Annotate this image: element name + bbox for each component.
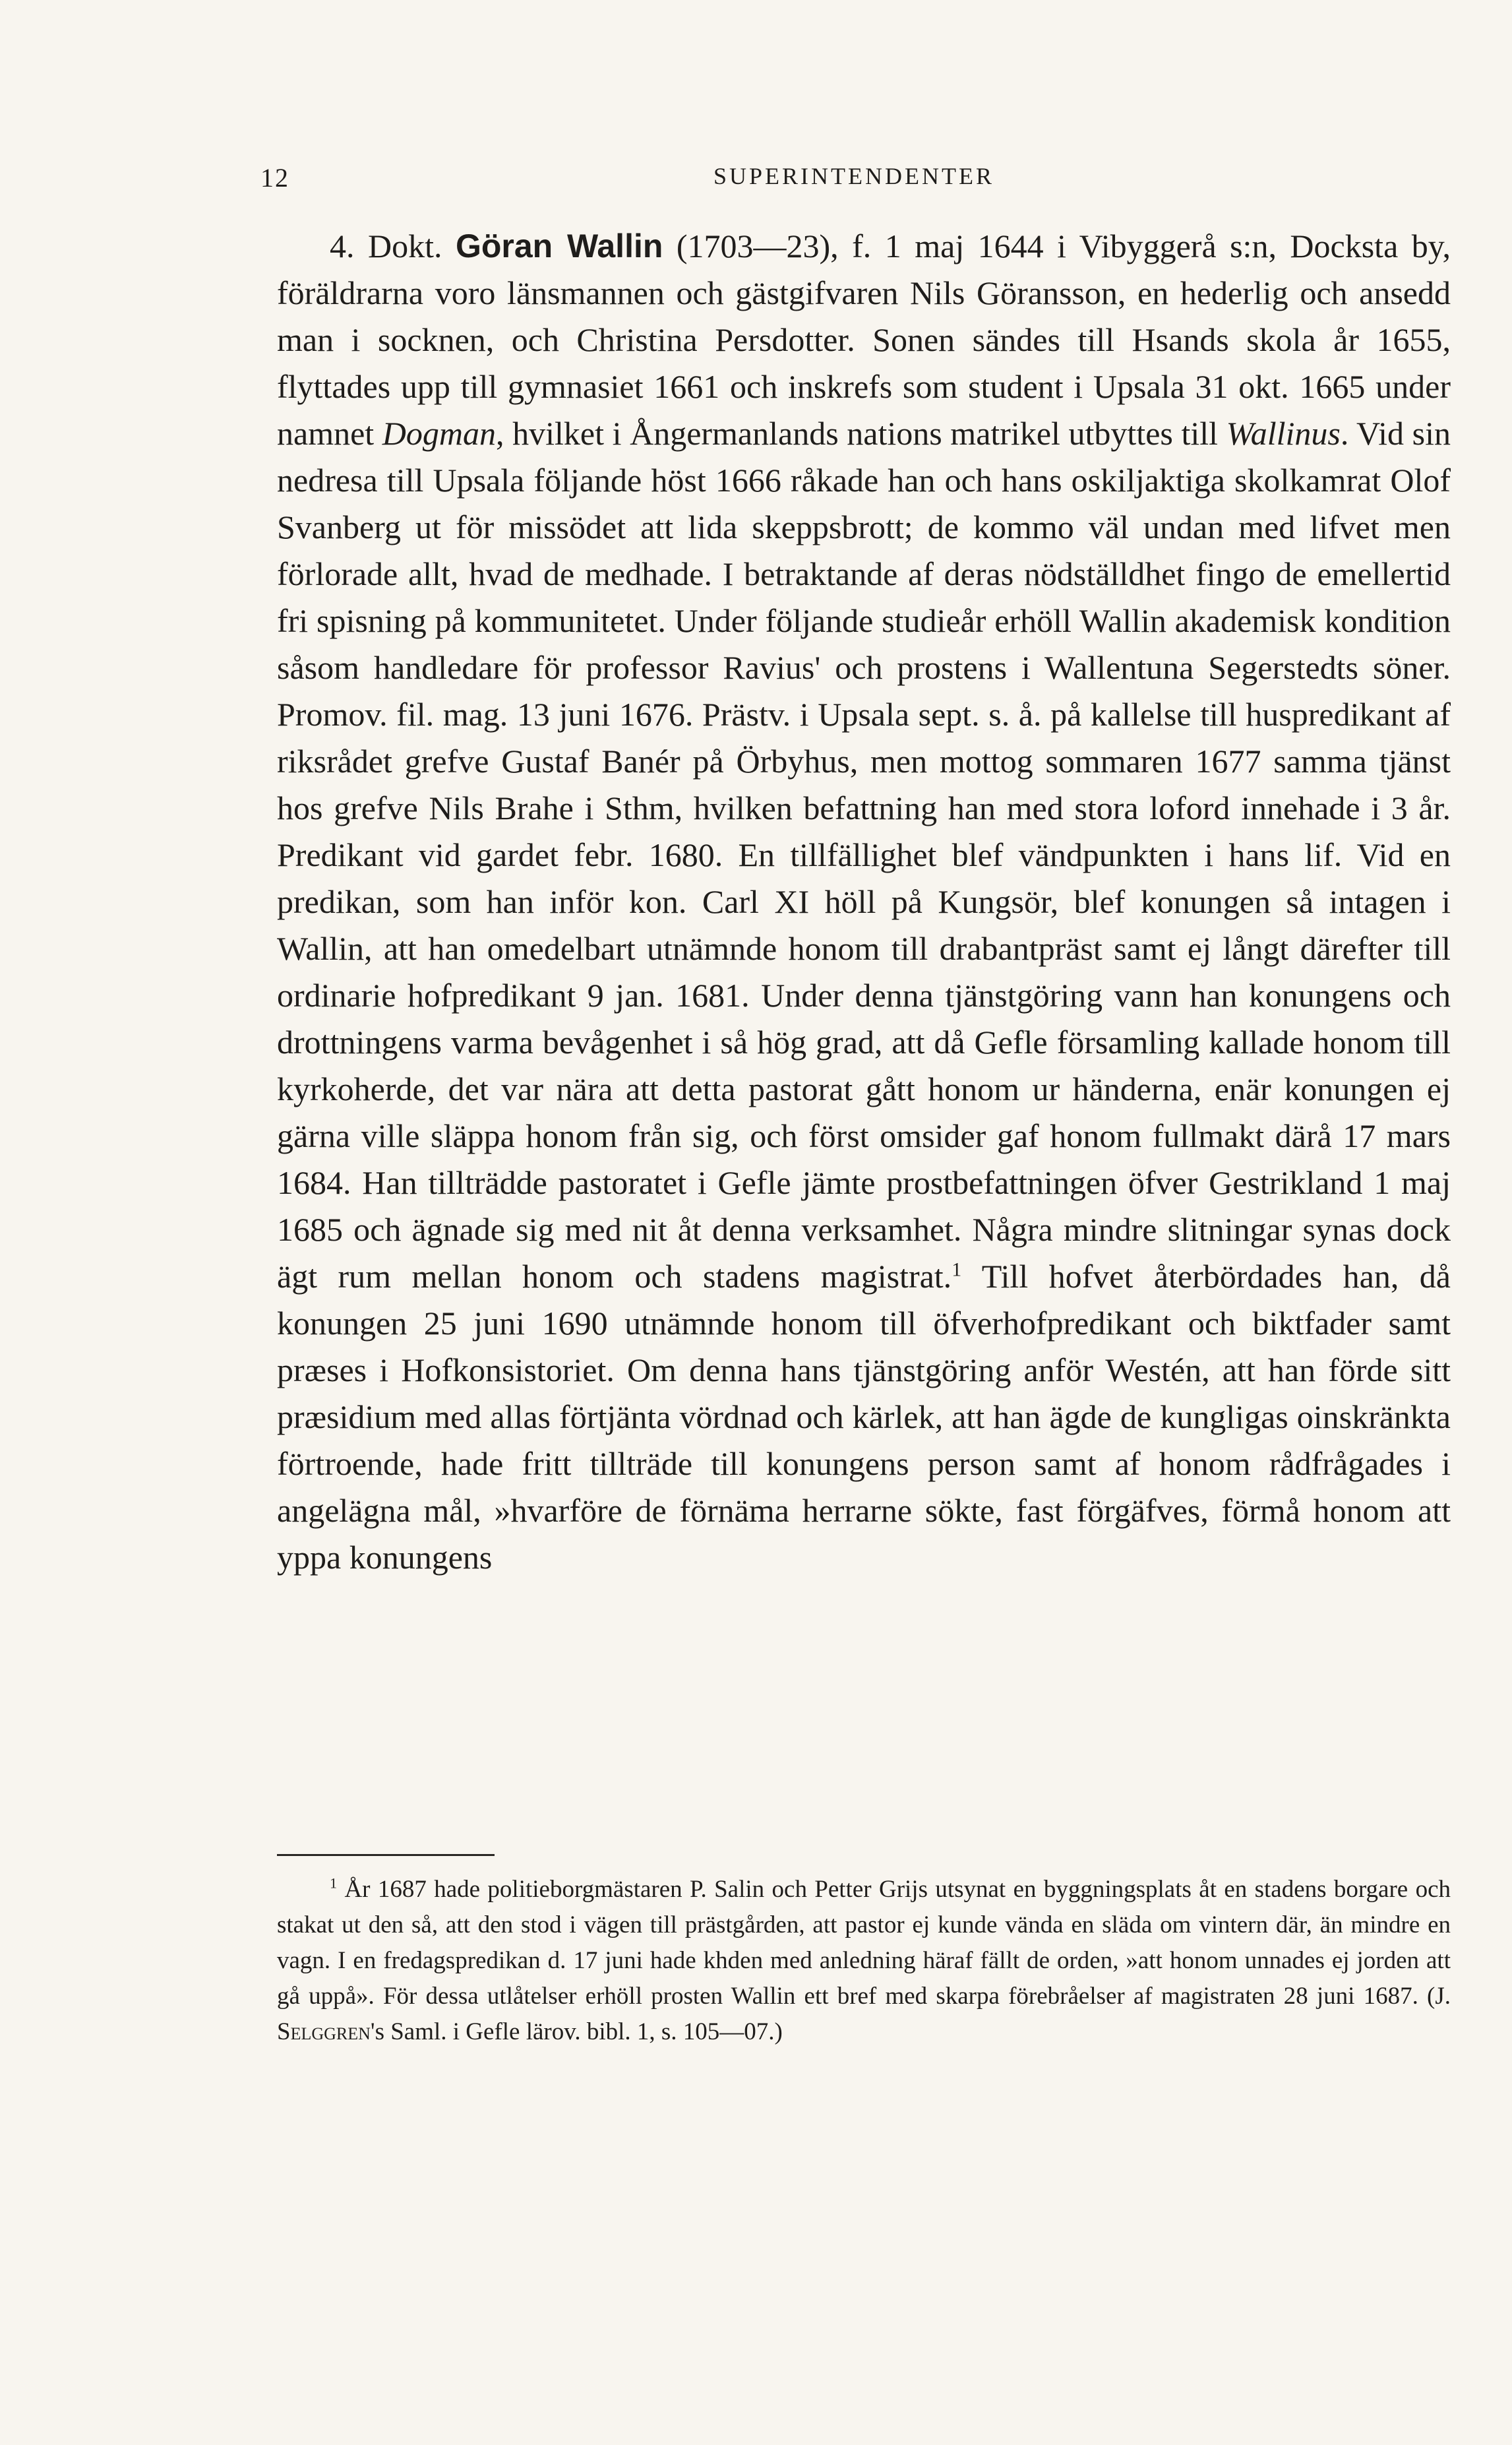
biography-paragraph [277,223,1451,1581]
entry-text-4: Till hofvet återbördades han, då konungen 25 juni 1690 utnämnde honom till öfverhofpredikant och biktfader samt præses i Hofkonsistoriet. Om denna hans tjänstgöring anför Westén, att han förde sitt præsidium med allas förtjänta vördnad och kärlek, att han ägde de kungligas oinskränkta förtroende, hade fritt tillträde till konungens person samt af honom rådfrågades i angelägna mål, »hvarföre de förnäma herrarne sökte, fast förgäfves, förmå honom att yppa konungens [277,1258,1451,1576]
footnote-divider [277,1854,495,1856]
footnote-author: Selggren [277,2018,371,2045]
page-header [260,162,1447,202]
entry-text-2: , hvilket i Ångermanlands nations matrikel utbyttes till [496,415,1226,452]
footnote [277,1872,1451,2050]
footnote-text-2: 's Saml. i Gefle lärov. bibl. 1, s. 105—07.) [370,2018,783,2045]
entry-text-3: . Vid sin nedresa till Upsala följande höst 1666 råkade han och hans oskiljaktiga skolkamrat Olof Svanberg ut för missödet att lida skeppsbrott; de kommo väl undan med lifvet men förlorade allt, hvad de medhade. I betraktande af deras nödställdhet fingo de emellertid fri spisning på kommunitetet. Under följande studieår erhöll Wallin akademisk kondition såsom handledare för professor Ravius' och prostens i Wallentuna Segerstedts söner. Promov. fil. mag. 13 juni 1676. Prästv. i Upsala sept. s. å. på kallelse till huspredikant af riksrådet grefve Gustaf Banér på Örbyhus, men mottog sommaren 1677 samma tjänst hos grefve Nils Brahe i Sthm, hvilken befattning han med stora loford innehade i 3 år. Predikant vid gardet febr. 1680. En tillfällighet blef vändpunkten i hans lif. Vid en predikan, som han inför kon. Carl XI höll på Kungsör, blef konungen så intagen i Wallin, att han omedelbart utnämnde honom till drabantpräst samt ej långt därefter till ordinarie hofpredikant 9 jan. 1681. Under denna tjänstgöring vann han konungens och drottningens varma bevågenhet i så hög grad, att då Gefle församling kallade honom till kyrkoherde, det var nära att detta pastorat gått honom ur händerna, enär konungen ej gärna ville släppa honom från sig, och först omsider gaf honom fullmakt därå 17 mars 1684. Han tillträdde pastoratet i Gefle jämte prostbefattningen öfver Gestrikland 1 maj 1685 och ägnade sig med nit åt denna verksamhet. Några mindre slitningar synas dock ägt rum mellan honom och stadens magistrat. [277,415,1451,1295]
latin-name-dogman: Dogman [382,415,496,452]
footnote-text-1: År 1687 hade politieborgmästaren P. Salin och Petter Grijs utsynat en byggningsplats åt en stadens borgare och stakat ut den så, att den stod i vägen till prästgården, att pastor ej kunde vända en släda om vintern där, än mindre en vagn. I en fredagspredikan d. 17 juni hade khden med anledning häraf fällt de orden, »att honom unnades ej jorden att gå uppå». För dessa utlåtelser erhöll prosten Wallin ett bref med skarpa förebråelser af magistraten 28 juni 1687. (J. [277,1876,1451,2010]
page-number: 12 [260,163,289,193]
body-text [277,223,1451,1581]
person-name: Göran Wallin [455,228,663,264]
latin-name-wallinus: Wallinus [1226,415,1341,452]
running-head: SUPERINTENDENTER [713,163,994,189]
footnote-reference: 1 [952,1258,962,1281]
entry-text-1: (1703—23), f. 1 maj 1644 i Vibyggerå s:n, Docksta by, föräldrarna voro länsmannen och gästgifvaren Nils Göransson, en hederlig och ansedd man i socknen, och Christina Persdotter. Sonen sändes till Hsands skola år 1655, flyttades upp till gymnasiet 1661 och inskrefs som student i Upsala 31 okt. 1665 under namnet [277,228,1451,452]
footnote-marker: 1 [330,1874,338,1892]
entry-intro: 4. Dokt. [330,228,442,264]
